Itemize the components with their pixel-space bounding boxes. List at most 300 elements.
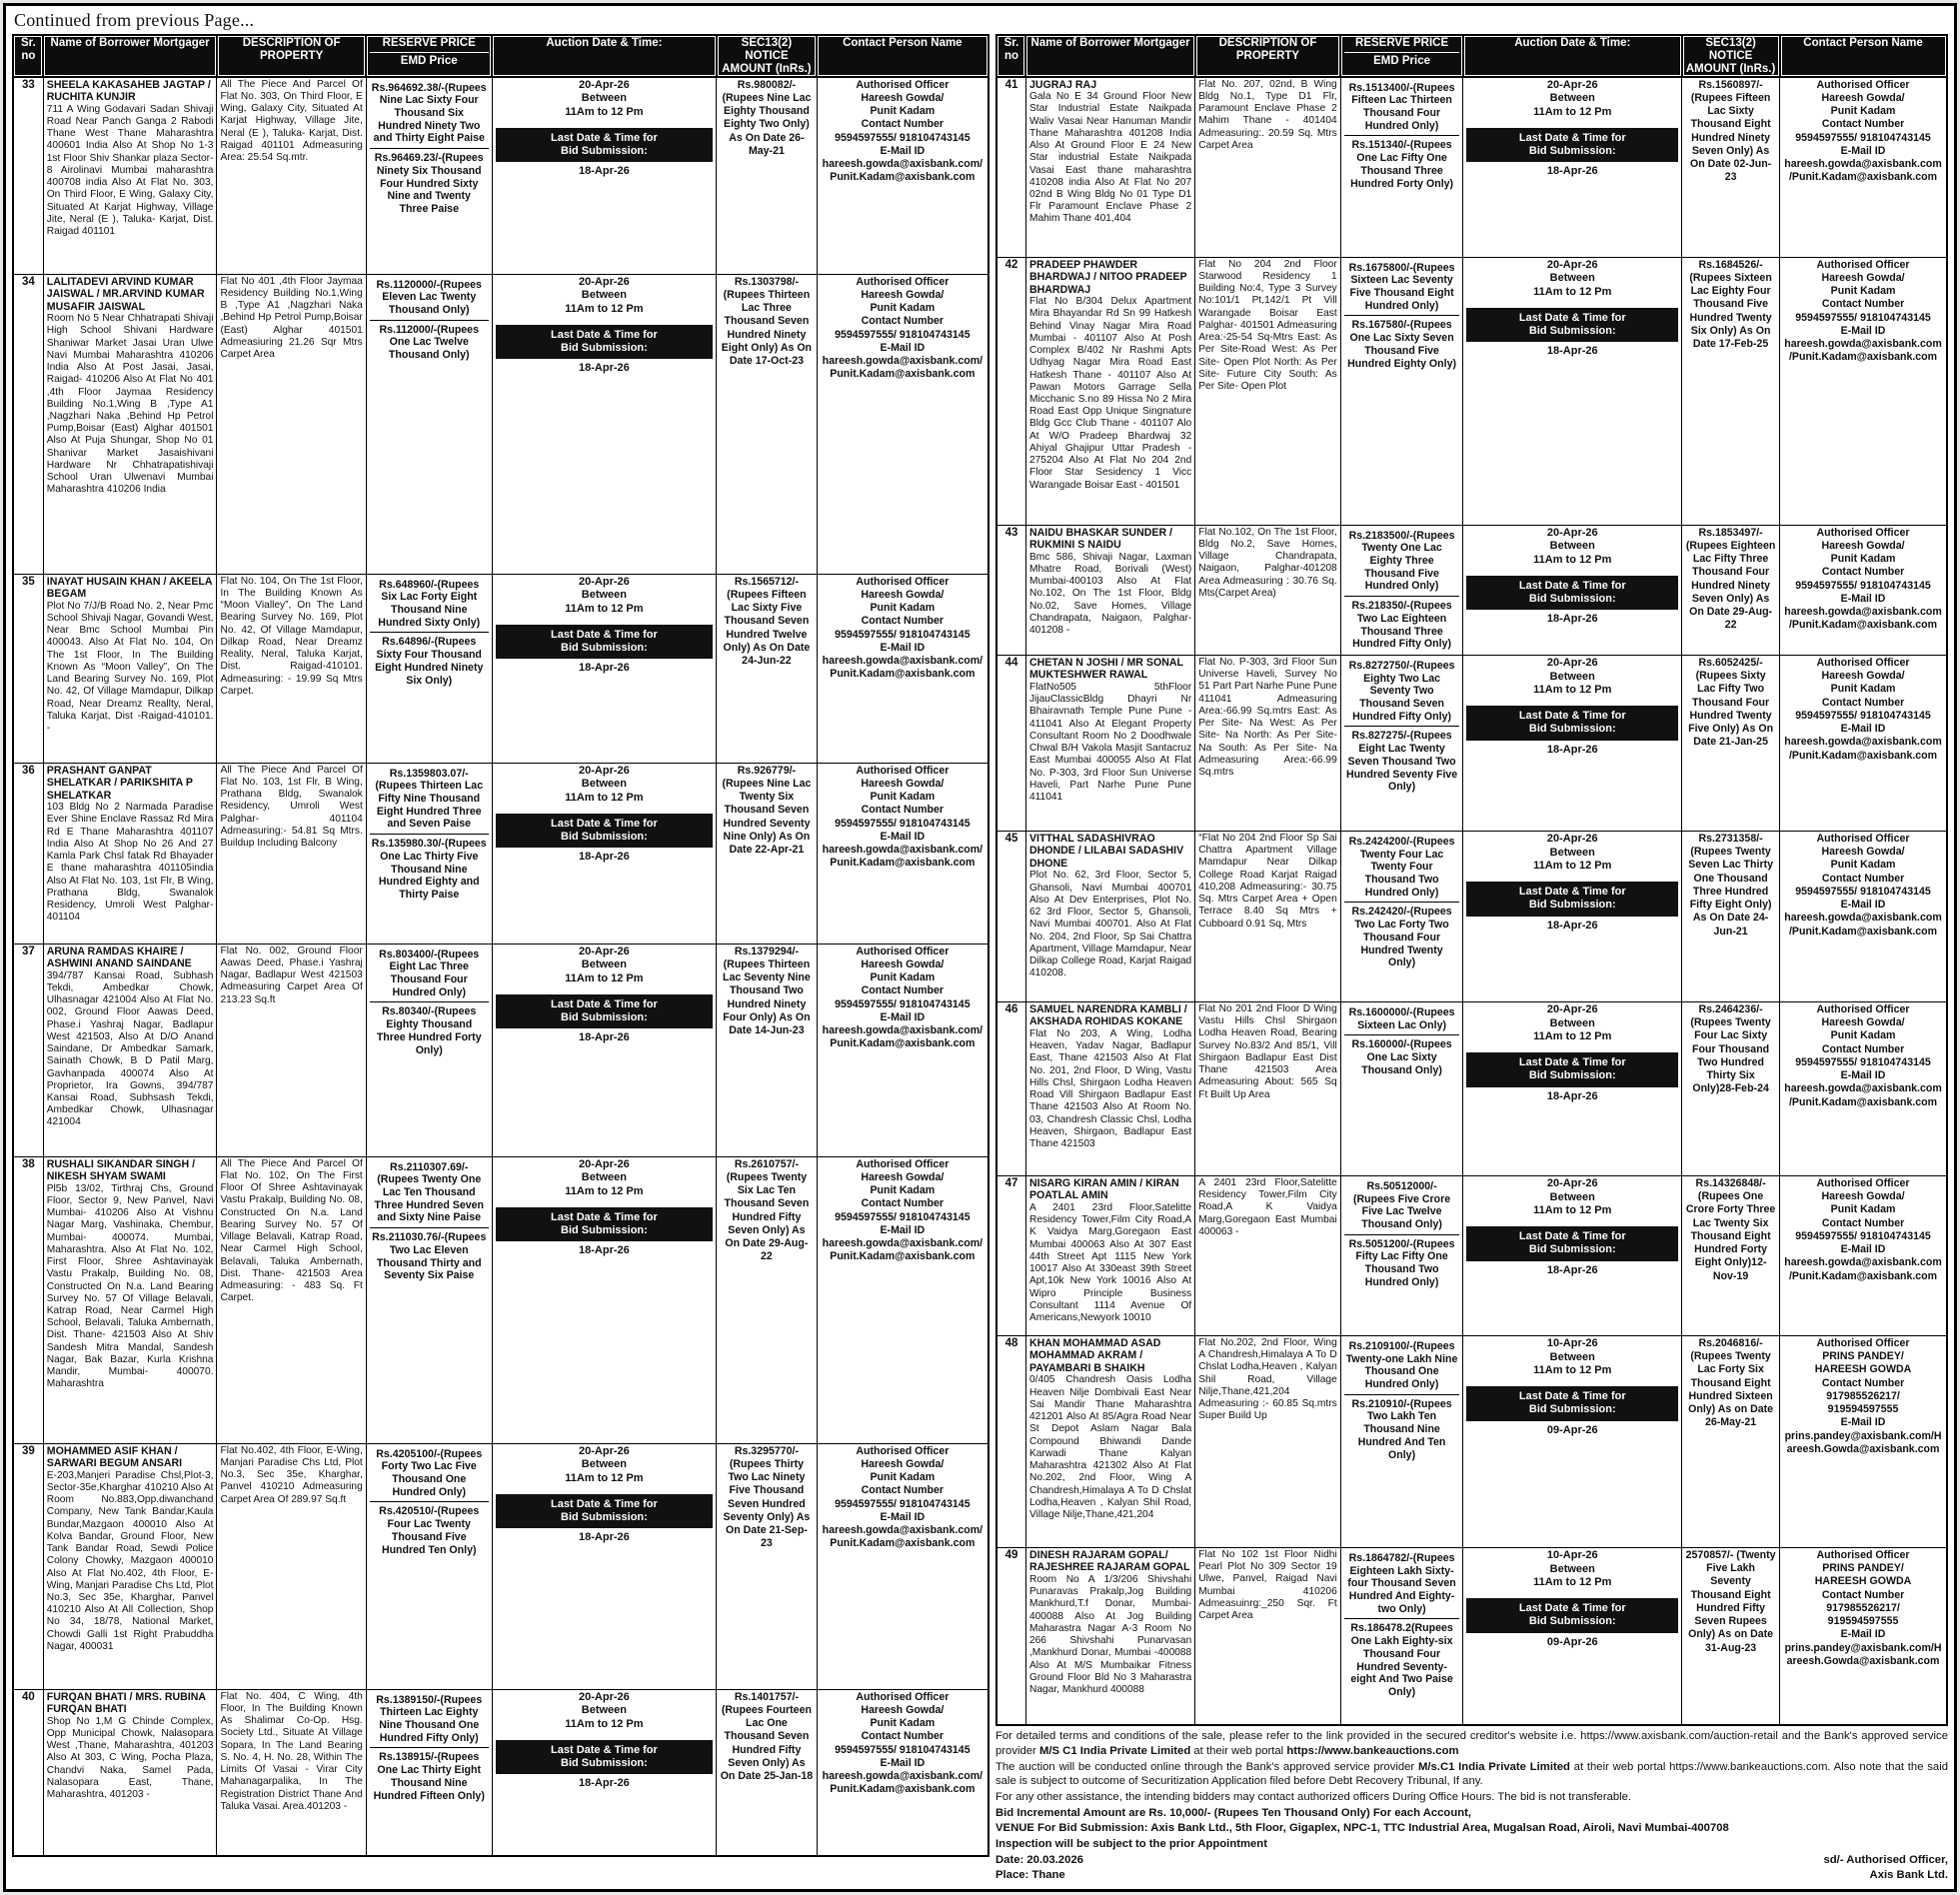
borrower-name: NAIDU BHASKAR SUNDER / RUKMINI S NAIDU <box>1028 526 1172 552</box>
bid-submission-box <box>1466 706 1678 740</box>
borrower-cell <box>43 944 217 1156</box>
header-description: DESCRIPTION OF PROPERTY <box>1195 35 1341 77</box>
auction-date: 20-Apr-26 <box>1546 832 1598 845</box>
borrower-name: INAYAT HUSAIN KHAN / AKEELA BEGAM <box>46 575 213 601</box>
notice-amount: Rs.6052425/- (Rupees Sixty Lac Fifty Two Thousand Four Hundred Twenty Five Only) As On Date 21-Jan-25 <box>1682 655 1780 831</box>
signature-block <box>1824 1853 1949 1884</box>
reserve-emd-cell <box>366 1156 492 1443</box>
auction-date: 20-Apr-26 <box>579 275 630 288</box>
contact-person: Authorised Officer Hareesh Gowda/ Punit Kadam Contact Number 9594597555/ 918104743145 E-Mail ID hareesh.gowda@axisbank.com/Punit.Kadam@axisbank.com <box>817 274 988 574</box>
header-auction: Auction Date & Time: <box>1463 35 1682 77</box>
bid-submission-label: Last Date & Time for Bid Submission: <box>1518 131 1626 158</box>
auction-between: Between <box>581 778 628 791</box>
auction-cell <box>492 944 716 1156</box>
reserve-emd-cell <box>366 763 492 944</box>
bid-submission-box <box>496 325 713 359</box>
auction-cell <box>492 763 716 944</box>
bid-date: 18-Apr-26 <box>1546 1089 1598 1102</box>
bid-submission-box <box>1466 1598 1678 1632</box>
bid-submission-box <box>1466 576 1678 610</box>
reserve-emd-cell <box>1340 1175 1463 1335</box>
reserve-emd-cell <box>366 274 492 574</box>
continued-note: Continued from previous Page... <box>14 10 255 30</box>
sr-no: 37 <box>13 944 43 1156</box>
bid-submission-box <box>496 1740 713 1774</box>
bid-date: 18-Apr-26 <box>1546 613 1598 626</box>
contact-person: Authorised Officer Hareesh Gowda/ Punit Kadam Contact Number 9594597555/ 918104743145 E-Mail ID hareesh.gowda@axisbank.com/Punit.Kadam@axisbank.com <box>1780 1001 1947 1175</box>
reserve-emd-cell <box>1340 1001 1463 1175</box>
reserve-emd-cell <box>1340 257 1463 525</box>
contact-person: Authorised Officer Hareesh Gowda/ Punit Kadam Contact Number 9594597555/ 918104743145 E-Mail ID hareesh.gowda@axisbank.com/Punit.Kadam@axisbank.com <box>1780 257 1947 525</box>
table-row <box>996 1547 1947 1725</box>
sr-no: 47 <box>996 1175 1025 1335</box>
borrower-cell <box>1025 1335 1194 1547</box>
footer-line: Bid Incremental Amount are Rs. 10,000/- (Rupees Ten Thousand Only) For each Account, <box>995 1806 1472 1819</box>
auction-date: 20-Apr-26 <box>579 764 630 777</box>
header-sr: Sr. no <box>13 35 43 77</box>
borrower-name: ARUNA RAMDAS KHAIRE / ASHWINI ANAND SAINDANE <box>46 945 192 970</box>
notice-amount: Rs.2610757/- (Rupees Twenty Six Lac Ten Thousand Seven Hundred Fifty Seven Only) As On Date 29-Aug-22 <box>717 1156 818 1443</box>
property-description: Flat No. 104, On The 1st Floor, In The Building Known As “Moon Vialley”, On The Land Bearing Survey No. 169, Plot No. 42, Of Village Mamdapur, Dilkap Road, Near Dreamz Reality, Neral, Taluka Karjat, Dist. Raigad-410101. Admeasuring: - 19.99 Sq Mtrs Carpet. <box>217 574 366 763</box>
auction-table-left <box>12 34 989 1857</box>
footer-line: For detailed terms and conditions of the sale, please refer to the link provided in the secured creditor's website i.e. https://www.axisbank.com/auction-retail and the Bank's approved service provider M/S C1 India Private Limited at their web portal https://www.bankeauctions.com <box>995 1730 1948 1758</box>
auction-time: 11Am to 12 Pm <box>565 1185 644 1198</box>
sr-no: 41 <box>996 77 1025 257</box>
borrower-name: PRASHANT GANPAT SHELATKAR / PARIKSHITA P SHELATKAR <box>46 764 193 802</box>
reserve-price: Rs.50512000/-(Rupees Five Crore Five Lac Twelve Thousand Only) <box>1353 1179 1451 1231</box>
property-description: Flat No. P-303, 3rd Floor Sun Universe Haveli, Survey No 51 Part Part Narhe Pune Pune 411041 Admeasuring Area:-66.99 Sq.mtrs East: As Per Site- Na West: As Per Site- Na North: As Per Site- Na South: As Per Site- Na Admeasuring Area:-66.99 Sq.mtrs <box>1195 655 1341 831</box>
reserve-price: Rs.8272750/-(Rupees Eighty Two Lac Seventy Two Thousand Seven Hundred Fifty Only) <box>1348 659 1455 723</box>
footer-line: For any other assistance, the intending bidders may contact authorized officers During Office Hours. The bid is not transferable. <box>995 1791 1632 1804</box>
bid-submission-label: Last Date & Time for Bid Submission: <box>551 1497 658 1524</box>
bid-submission-label: Last Date & Time for Bid Submission: <box>1518 1390 1626 1416</box>
property-description: Flat No. 207, 02nd, B Wing Bldg No.1, Type D1 Flr, Paramount Enclave Phase 2 Mahim Thane - 401404 Admeasuring:. 20.59 Sq. Mtrs Carpet Area <box>1195 77 1341 257</box>
auction-between: Between <box>581 958 628 971</box>
bid-date: 18-Apr-26 <box>1546 1263 1598 1276</box>
header-sr: Sr. no <box>996 35 1025 77</box>
auction-notice-page <box>3 3 1957 1892</box>
property-description: All The Piece And Parcel Of Flat No. 303, On Third Floor, E Wing, Galaxy City, Situated At Karjat Highway, Village Jite, Neral (E ), Taluka- Karjat, Dist. Raigad 401101 Admeasuring Area: 25.54 Sq.mtr. <box>217 77 366 274</box>
emd-price: Rs.135980.30/-(Rupees One Lac Thirty Five Thousand Nine Hundred Eighty and Thirty Paise <box>370 834 489 905</box>
borrower-address: Pl5b 13/02, Tirthraj Chs, Ground Floor, Sector 9, New Panvel, Navi Mumbai- 410206 Also At Vishnu Nagar Marg, Vashinaka, Chembur, Mumbai- 400074. Mumbai, Maharashtra. Also At Flat No. 102, First Floor, Shree Ashtavinayak Vastu Prakalp, Building No. 08, Constructed On N.a. Land Bearing Survey No. 57 Of Village Belavali, Katrap Road, Near Carmel High School, Belavali, Taluka Ambernath, Dist. Thane- 421503 Also At Shiv Sandesh Mitra Mandal, Sandesh Nagar, Bak Bazar, Kurla Krishna Mandir, Mumbai- 400070. Maharashtra <box>46 1182 214 1390</box>
auction-between: Between <box>581 589 628 602</box>
borrower-name: MOHAMMED ASIF KHAN / SARWARI BEGUM ANSARI <box>46 1444 183 1470</box>
bid-submission-label: Last Date & Time for Bid Submission: <box>551 817 658 844</box>
notice-amount: Rs.1560897/- (Rupees Fifteen Lac Sixty Thousand Eight Hundred Ninety Seven Only) As On Date 02-Jun-23 <box>1682 77 1780 257</box>
borrower-address: FlatNo505 5thFloor JijauClassicBldg Dhayri Nr Bhairavnath Temple Pune Pune - 411041 Also At Elegant Property Consultant Room No 2 Doodhwale Chwal B/H Vakola Masjit Santacruz East Mumbai 400055 Also At Flat No. P-303, 3rd Floor Sun Universe Haveli, Part Narhe Pune Pune 411041 <box>1028 681 1192 804</box>
bid-date: 18-Apr-26 <box>579 662 630 675</box>
emd-price: Rs.64896/-(Rupees Sixty Four Thousand Eight Hundred Ninety Six Only) <box>370 632 489 690</box>
borrower-name: SHEELA KAKASAHEB JAGTAP / RUCHITA KUNJIR <box>46 78 211 104</box>
bid-submission-box <box>1466 128 1678 162</box>
borrower-address: 103 Bldg No 2 Narmada Paradise Ever Shine Enclave Rassaz Rd Mira Rd E Thane Maharashtra 401107 India Also At Shop No 26 And 27 Kamla Park Chsl fatak Rd Bhayader E thane maharashtra 401105india Also At Flat No. 103, 1st Flr, B Wing, Prathana Bldg, Swanalok Residency, Umroli West Palghar- 401104 <box>46 802 214 924</box>
notice-date: Date: 20.03.2026 <box>995 1853 1083 1866</box>
borrower-cell <box>1025 257 1194 525</box>
auction-cell <box>1463 1175 1682 1335</box>
signature-row <box>995 1853 1948 1884</box>
notice-amount: Rs.2731358/- (Rupees Twenty Seven Lac Thirty One Thousand Three Hundred Fifty Eight Only) As On Date 24-Jun-21 <box>1682 831 1780 1001</box>
sr-no: 40 <box>13 1689 43 1856</box>
footer-line: The auction will be conducted online through the Bank's approved service provider M/s.C1 India Private Limited at their web portal https://www.bankeauctions.com. Also note that the said sale is subject to outcome of Securitization Application filed before Debt Recovery Tribunal, If any. <box>995 1760 1948 1788</box>
reserve-emd-cell <box>1340 1335 1463 1547</box>
property-description: Flat No 401 ,4th Floor Jaymaa Residency Building No.1,Wing B ,Type A1 ,Nagzhari Naka ,Behind Hp Petrol Pump,Boisar (East) Alghar 401501 Admeasiuring 21.26 Sqr Mtrs Carpet Area <box>217 274 366 574</box>
auction-date: 20-Apr-26 <box>579 575 630 588</box>
right-column <box>995 34 1948 1883</box>
borrower-name: FURQAN BHATI / MRS. RUBINA FURQAN BHATI <box>46 1690 206 1716</box>
property-description: Flat No. 002, Ground Floor Aawas Deed, Phase.i Yashraj Nagar, Badlapur West 421503 Admeasuring Carpet Area Of 213.23 Sq.ft <box>217 944 366 1156</box>
sr-no: 49 <box>996 1547 1025 1725</box>
notice-amount: Rs.2464236/- (Rupees Twenty Four Lac Sixty Four Thousand Two Hundred Thirty Six Only)28-Feb-24 <box>1682 1001 1780 1175</box>
auction-date: 20-Apr-26 <box>1546 1002 1598 1015</box>
property-description: Flat No.402, 4th Floor, E-Wing, Manjari Paradise Chs Ltd, Plot No.3, Sec 35e, Kharghar, Panvel 410210 Admeasuring Carpet Area Of 289.97 Sq.ft <box>217 1443 366 1689</box>
auction-between: Between <box>1549 1190 1595 1203</box>
sr-no: 39 <box>13 1443 43 1689</box>
notice-amount: Rs.3295770/- (Rupees Thirty Two Lac Ninety Five Thousand Seven Hundred Seventy Only) As On Date 21-Sep-23 <box>717 1443 818 1689</box>
auction-time: 11Am to 12 Pm <box>1533 860 1612 873</box>
bid-date: 18-Apr-26 <box>1546 743 1598 756</box>
header-auction: Auction Date & Time: <box>492 35 716 77</box>
header-notice: SEC13(2) NOTICE AMOUNT (InRs.) <box>717 35 818 77</box>
borrower-address: 711 A Wing Godavari Sadan Shivaji Road Near Panch Ganga 2 Rabodi Thane West Thane Maharashtra 400601 India Also At Shop No 1-3 1st Floor Shiv Shankar plaza Sector-8 Airolinavi Mumbai maharashtra 400708 india Also At Flat No. 303, On Third Floor, E Wing, Galaxy City, Situated At Karjat Highway, Village Jite, Neral (E ), Taluka- Karjat, Dist. Raigad 401101 <box>46 103 214 237</box>
contact-person: Authorised Officer Hareesh Gowda/ Punit Kadam Contact Number 9594597555/ 918104743145 E-Mail ID hareesh.gowda@axisbank.com/Punit.Kadam@axisbank.com <box>817 1443 988 1689</box>
notice-amount: Rs.1565712/- (Rupees Fifteen Lac Sixty Five Thousand Seven Hundred Twelve Only) As On Date 24-Jun-22 <box>717 574 818 763</box>
sr-no: 38 <box>13 1156 43 1443</box>
bid-date: 18-Apr-26 <box>579 1244 630 1257</box>
reserve-price: Rs.2424200/-(Rupees Twenty Four Lac Twenty Four Thousand Two Hundred Only) <box>1348 835 1455 899</box>
table-row <box>13 574 988 763</box>
notice-amount: Rs.1853497/- (Rupees Eighteen Lac Fifty Three Thousand Four Hundred Ninety Seven Only) As On Date 29-Aug-22 <box>1682 525 1780 655</box>
bid-submission-label: Last Date & Time for Bid Submission: <box>551 131 658 158</box>
auction-date: 10-Apr-26 <box>1546 1336 1598 1349</box>
sr-no: 46 <box>996 1001 1025 1175</box>
reserve-emd-cell <box>366 77 492 274</box>
property-description: “Flat No 204 2nd Floor Sp Sai Chattra Apartment Village Mamdapur Near Dilkap College Road Karjat Raigad 410,208 Admeasuring:- 30.75 Sq. Mtrs Carpet Area + Open Terrace 8.40 Sq Mtrs + Cubboard 0.91 Sq, Mtrs <box>1195 831 1341 1001</box>
emd-price: Rs.112000/-(Rupees One Lac Twelve Thousand Only) <box>370 320 489 365</box>
reserve-price: Rs.1864782/-(Rupees Eighteen Lakh Sixty-four Thousand Seven Hundred And Eighty-two Only) <box>1347 1551 1456 1615</box>
auction-between: Between <box>1549 1350 1595 1363</box>
header-reserve-emd <box>1340 35 1463 77</box>
reserve-emd-cell <box>1340 655 1463 831</box>
header-emd: EMD Price <box>1344 52 1460 68</box>
footer-line: VENUE For Bid Submission: Axis Bank Ltd., 5th Floor, Gigaplex, NPC-1, TTC Industrial Area, Mugalsan Road, Airoli, Navi Mumbai-400708 <box>995 1822 1729 1835</box>
emd-price: Rs.420510/-(Rupees Four Lac Twenty Thousand Five Hundred Ten Only) <box>370 1501 489 1559</box>
contact-person: Authorised Officer Hareesh Gowda/ Punit Kadam Contact Number 9594597555/ 918104743145 E-Mail ID hareesh.gowda@axisbank.com/Punit.Kadam@axisbank.com <box>1780 1175 1947 1335</box>
notice-amount: Rs.14326848/- (Rupees One Crore Forty Three Lac Twenty Six Thousand Eight Hundred Forty Eight Only)12-Nov-19 <box>1682 1175 1780 1335</box>
auction-between: Between <box>1549 272 1595 285</box>
borrower-name: VITTHAL SADASHIVRAO DHONDE / LILABAI SADASHIV DHONE <box>1028 832 1184 870</box>
contact-person: Authorised Officer Hareesh Gowda/ Punit Kadam Contact Number 9594597555/ 918104743145 E-Mail ID hareesh.gowda@axisbank.com/Punit.Kadam@axisbank.com <box>1780 831 1947 1001</box>
auction-between: Between <box>581 289 628 302</box>
bid-submission-box <box>1466 308 1678 342</box>
bid-submission-label: Last Date & Time for Bid Submission: <box>1518 311 1626 338</box>
auction-cell <box>1463 831 1682 1001</box>
reserve-price: Rs.803400/-(Rupees Eight Lac Three Thousand Four Hundred Only) <box>379 948 480 998</box>
header-reserve: RESERVE PRICE <box>382 37 476 49</box>
reserve-price: Rs.1359803.07/-(Rupees Thirteen Lac Fifty Nine Thousand Eight Hundred Three and Seven Paise <box>375 767 484 831</box>
bid-submission-box <box>1466 1386 1678 1420</box>
reserve-emd-cell <box>366 944 492 1156</box>
bid-submission-label: Last Date & Time for Bid Submission: <box>1518 1230 1626 1256</box>
reserve-price: Rs.1513400/-(Rupees Fifteen Lac Thirteen Thousand Four Hundred Only) <box>1348 81 1455 132</box>
header-notice: SEC13(2) NOTICE AMOUNT (InRs.) <box>1682 35 1780 77</box>
borrower-name: RUSHALI SIKANDAR SINGH / NIKESH SHYAM SWAMI <box>46 1157 196 1183</box>
bid-date: 18-Apr-26 <box>579 1531 630 1544</box>
emd-price: Rs.151340/-(Rupees One Lac Fifty One Thousand Three Hundred Forty Only) <box>1344 135 1460 193</box>
bid-date: 18-Apr-26 <box>1546 345 1598 358</box>
reserve-price: Rs.964692.38/-(Rupees Nine Lac Sixty Four Thousand Six Hundred Ninety Two and Thirty Eight Paise <box>371 81 487 145</box>
emd-price: Rs.211030.76/-(Rupees Two Lac Eleven Thousand Thirty and Seventy Six Paise <box>370 1227 489 1285</box>
sr-no: 48 <box>996 1335 1025 1547</box>
auction-between: Between <box>1549 92 1595 105</box>
reserve-emd-cell <box>1340 525 1463 655</box>
bid-submission-label: Last Date & Time for Bid Submission: <box>1518 710 1626 736</box>
property-description: Flat No 201 2nd Floor D Wing Vastu Hills Chsl Shirgaon Lodha Heaven Road, Bearing Survey No.83/2 And 85/1, Vill Shirgaon Badlapur East Dist Thane 421503 Area Admeasuring About: 565 Sq Ft Built Up Area <box>1195 1001 1341 1175</box>
property-description: Flat No 102 1st Floor Nidhi Pearl Plot No 309 Sector 19 Ulwe, Panvel, Raigad Navi Mumbai 410206 Admeasuinrg:_250 Sqr. Ft Carpet Area <box>1195 1547 1341 1725</box>
table-row <box>13 944 988 1156</box>
auction-between: Between <box>1549 1016 1595 1029</box>
auction-between: Between <box>581 92 628 105</box>
borrower-name: JUGRAJ RAJ <box>1028 78 1097 91</box>
bid-submission-box <box>1466 1052 1678 1086</box>
header-name: Name of Borrower Mortgager <box>43 35 217 77</box>
reserve-price: Rs.1120000/-(Rupees Eleven Lac Twenty Thousand Only) <box>376 278 482 317</box>
auction-cell <box>492 574 716 763</box>
auction-time: 11Am to 12 Pm <box>1533 554 1612 567</box>
notice-amount: Rs.2046816/- (Rupees Twenty Lac Forty Six Thousand Eight Hundred Sixteen Only) As on Date 26-May-21 <box>1682 1335 1780 1547</box>
bid-submission-label: Last Date & Time for Bid Submission: <box>551 628 658 655</box>
signature-bank: Axis Bank Ltd. <box>1869 1869 1948 1882</box>
auction-cell <box>492 274 716 574</box>
borrower-address: E-203,Manjeri Paradise Chsl,Plot-3, Sector-35e,Kharghar 410210 Also At Room No.883,Opp.diwanchand Company, New Tank Bandar,Kaula Bundar,Mazgaon 400010 Also At Kolva Bandar, Ground Floor, New Tank Bandar Road, Sewdi Police Colony Chowky, Mazgaon 400010 Also At Flat No.402, 4th Floor, E-Wing, Manjari Paradise Chs Ltd, Plot No.3, Sec 35e, Kharghar, Panvel 410210 Also At All Collection, Shop No 34, 18/78, National Market, Chowdi Galli 1st Right Prabuddha Nagar, 400031 <box>46 1469 214 1652</box>
table-row <box>996 1001 1947 1175</box>
borrower-name: SAMUEL NARENDRA KAMBLI / AKSHADA ROHIDAS KOKANE <box>1028 1002 1187 1028</box>
borrower-address: Gala No E 34 Ground Floor New Star Industrial Estate Naikpada Waliv Vasai Near Hanuman Mandir Thane Maharashtra 401208 India Also At Ground Floor E 24 New Star industrial Estate Naikpada Vasai East thane maharashtra 410208 india Also At Flat No 207 02nd B Wing Bldg No 01 Type D1 Flr Paramount Enclave Phase 2 Mahim Thane 401,404 <box>1028 91 1192 225</box>
property-description: A 2401 23rd Floor,Satelitte Residency Tower,Film City Road,A K Vaidya Marg,Goregaon East Mumbai 400063 - <box>1195 1175 1341 1335</box>
contact-person: Authorised Officer Hareesh Gowda/ Punit Kadam Contact Number 9594597555/ 918104743145 E-Mail ID hareesh.gowda@axisbank.com/Punit.Kadam@axisbank.com <box>817 944 988 1156</box>
auction-date: 10-Apr-26 <box>1546 1548 1598 1561</box>
sr-no: 42 <box>996 257 1025 525</box>
table-header <box>13 35 988 77</box>
borrower-address: Flat No B/304 Delux Apartment Mira Bhayandar Rd Sn 99 Hatkesh Behind Vinay Nagar Mira Road Mumbai - 401107 Also At Posh Complex B/402 Nr Rashmi Apts Udhyag Nagar Mira Road East Hatkesh Thane - 401107 Also At Pawan Motors Garrage Sella Micchanic S.no 89 Hissa No 2 Mira Road East Opp Unique Singnature Bldg Gcc Club Thane - 401107 Alo At W/O Pradeep Bhardwaj 32 Ahiyal Ghajipur Uttar Pradesh - 275204 Also At Flat No 204 2nd Floor Star Sesidency 1 Vicc Warangade Boisar East - 401501 <box>1028 296 1192 491</box>
property-description: Flat No. 404, C Wing, 4th Floor, In The Building Known As Shalimar Co-Op. Hsg. Society Ltd., Situate At Village Sopara, In The Land Bearing S. No. 4, H. No. 28, Within The Limits Of Vasai - Virar City Mahanagarpalika, In The Registration District Thane And Taluka Vasai. Area.401203 - <box>217 1689 366 1856</box>
auction-date: 20-Apr-26 <box>1546 1176 1598 1189</box>
auction-between: Between <box>581 1704 628 1717</box>
notice-amount: Rs.1303798/- (Rupees Thirteen Lac Three Thousand Seven Hundred Ninety Eight Only) As On Date 17-Oct-23 <box>717 274 818 574</box>
contact-person: Authorised Officer Hareesh Gowda/ Punit Kadam Contact Number 9594597555/ 918104743145 E-Mail ID hareesh.gowda@axisbank.com/Punit.Kadam@axisbank.com <box>817 574 988 763</box>
auction-time: 11Am to 12 Pm <box>1533 286 1612 299</box>
bid-date: 18-Apr-26 <box>579 362 630 375</box>
borrower-cell <box>1025 1175 1194 1335</box>
bid-submission-label: Last Date & Time for Bid Submission: <box>551 1210 658 1237</box>
borrower-cell <box>43 77 217 274</box>
bid-submission-label: Last Date & Time for Bid Submission: <box>551 328 658 355</box>
reserve-price: Rs.2110307.69/-(Rupees Twenty One Lac Ten Thousand Three Hundred Seven and Sixty Nine Paise <box>374 1160 484 1224</box>
contact-person: Authorised Officer Hareesh Gowda/ Punit Kadam Contact Number 9594597555/ 918104743145 E-Mail ID hareesh.gowda@axisbank.com/Punit.Kadam@axisbank.com <box>817 77 988 274</box>
reserve-price: Rs.2183500/-(Rupees Twenty One Lac Eighty Three Thousand Five Hundred Only) <box>1348 529 1455 593</box>
contact-person: Authorised Officer Hareesh Gowda/ Punit Kadam Contact Number 9594597555/ 918104743145 E-Mail ID hareesh.gowda@axisbank.com/Punit.Kadam@axisbank.com <box>817 763 988 944</box>
table-row <box>996 1335 1947 1547</box>
emd-price: Rs.242420/-(Rupees Two Lac Forty Two Thousand Four Hundred Twenty Only) <box>1344 902 1460 972</box>
table-row <box>996 1175 1947 1335</box>
reserve-price: Rs.1600000/-(Rupees Sixteen Lac Only) <box>1348 1005 1455 1031</box>
contact-person: Authorised Officer Hareesh Gowda/ Punit Kadam Contact Number 9594597555/ 918104743145 E-Mail ID hareesh.gowda@axisbank.com/Punit.Kadam@axisbank.com <box>1780 655 1947 831</box>
auction-time: 11Am to 12 Pm <box>565 106 644 119</box>
table-row <box>13 77 988 274</box>
notice-amount: Rs.1401757/- (Rupees Fourteen Lac One Thousand Seven Hundred Fifty Seven Only) As On Date 25-Jan-18 <box>717 1689 818 1856</box>
header-reserve-emd <box>366 35 492 77</box>
borrower-address: Bmc 586, Shivaji Nagar, Laxman Mhatre Road, Borivali (West) Mumbai-400103 Also At Flat No.102, On The 1st Floor, Bldg No.02, Save Homes, Village Chandrapata, Naigaon, Palghar-401208 - <box>1028 551 1192 637</box>
emd-price: Rs.138915/-(Rupees One Lac Thirty Eight Thousand Nine Hundred Fifteen Only) <box>370 1747 489 1805</box>
bid-submission-box <box>496 1207 713 1241</box>
auction-time: 11Am to 12 Pm <box>1533 684 1612 697</box>
sr-no: 35 <box>13 574 43 763</box>
auction-time: 11Am to 12 Pm <box>1533 1030 1612 1043</box>
borrower-address: Room No 5 Near Chhatrapati Shivaji High School Shivani Hardware Shaniwar Market Jasai Uran Ulwe Navi Mumbai Maharashtra 410206 India Also At Post Jasai, Jasai, Raigad- 410206 Also At Flat No 401 ,4th Floor Jaymaa Residency Building No.1,Wing B ,Type A1 ,Nagzhari Naka ,Behind Hp Petrol Pump,Boisar (East) Alghar 401501 Also At Puja Shungar, Shop No 01 Shanivar Market Jasaishivani Hardware Nr Chhatrapatishivaji School Uran Ulwenavi Mumbai Maharashtra 410206 India <box>46 313 214 496</box>
table-row <box>996 655 1947 831</box>
date-place-block <box>995 1853 1083 1884</box>
reserve-price: Rs.1389150/-(Rupees Thirteen Lac Eighty Nine Thousand One Hundred Fifty Only) <box>376 1693 483 1744</box>
emd-price: Rs.5051200/-(Rupees Fifty Lac Fifty One Thousand Two Hundred Only) <box>1344 1234 1460 1292</box>
auction-cell <box>1463 77 1682 257</box>
auction-between: Between <box>581 1458 628 1471</box>
notice-amount: Rs.1379294/- (Rupees Thirteen Lac Seventy Nine Thousand Two Hundred Ninety Four Only) As On Date 14-Jun-23 <box>717 944 818 1156</box>
sr-no: 34 <box>13 274 43 574</box>
auction-cell <box>492 1443 716 1689</box>
auction-time: 11Am to 12 Pm <box>565 1718 644 1731</box>
notice-amount: 2570857/- (Twenty Five Lakh Seventy Thousand Eight Hundred Fifty Seven Rupees Only) As on Date 31-Aug-23 <box>1682 1547 1780 1725</box>
reserve-price: Rs.4205100/-(Rupees Forty Two Lac Five Thousand One Hundred Only) <box>376 1447 483 1498</box>
header-contact: Contact Person Name <box>1780 35 1947 77</box>
emd-price: Rs.186478.2(Rupees One Lakh Eighty-six Thousand Four Hundred Seventy-eight And Two Paise Only) <box>1344 1618 1460 1701</box>
borrower-cell <box>43 1689 217 1856</box>
borrower-address: Plot No 7/J/B Road No. 2, Near Pmc School Shivaji Nagar, Govandi West, Near Bmc School Mumbai Pin 400043. Also At Flat No. 104, On The 1st Floor, In The Building Known As “Moon Valley”, On The Land Bearing Survey No. 169, Plot No. 42, Of Village Mamdapur, Dilkap Road, Near Dreamz Reallty, Neral, Taluka Karjat, Dist -Raigad-410101. - <box>46 600 214 734</box>
bid-submission-label: Last Date & Time for Bid Submission: <box>1518 1602 1626 1628</box>
auction-date: 20-Apr-26 <box>579 945 630 957</box>
auction-date: 20-Apr-26 <box>579 1157 630 1170</box>
auction-date: 20-Apr-26 <box>1546 258 1598 271</box>
notice-amount: Rs.926779/- (Rupees Nine Lac Twenty Six Thousand Seven Hundred Seventy Nine Only) As On Date 22-Apr-21 <box>717 763 818 944</box>
borrower-name: NISARG KIRAN AMIN / KIRAN POATLAL AMIN <box>1028 1176 1179 1202</box>
bid-submission-label: Last Date & Time for Bid Submission: <box>1518 1056 1626 1082</box>
borrower-cell <box>43 1156 217 1443</box>
property-description: Flat No.202, 2nd Floor, Wing A Chandresh,Himalaya A To D Chslat Lodha,Heaven , Kalyan Shil Road, Village Nilje,Thane,421,204 Admeasuring :- 60.85 Sq.mtrs Super Build Up <box>1195 1335 1341 1547</box>
footer-terms <box>995 1729 1948 1851</box>
borrower-cell <box>1025 831 1194 1001</box>
auction-cell <box>492 1156 716 1443</box>
reserve-price: Rs.1675800/-(Rupees Sixteen Lac Seventy Five Thousand Eight Hundred Only) <box>1348 261 1455 312</box>
property-description: All The Piece And Parcel Of Flat No. 102, On The First Floor Of Shree Ashtavinayak Vastu Prakalp, Building No. 08, Constructed On N.a. Land Bearing Survey No. 57 Of Village Belavali, Katrap Road, Near Carmel High School, Belavali, Taluka Ambernath, Dist. Thane- 421503 Area Admeasuring: - 483 Sq. Ft Carpet. <box>217 1156 366 1443</box>
emd-price: Rs.80340/-(Rupees Eighty Thousand Three Hundred Forty Only) <box>370 1001 489 1059</box>
reserve-price: Rs.2109100/-(Rupees Twenty-one Lakh Nine Thousand One Hundred Only) <box>1345 1339 1458 1391</box>
table-row <box>13 763 988 944</box>
borrower-address: A 2401 23rd Floor,Satelitte Residency Tower,Film City Road,A K Vaidya Marg,Goregaon East Mumbai 400063 Also At 307 East 44th Street Apt 1115 New York 10017 Also At 330east 39th Street Apt,10k New York 10016 Also At Wipro Principle Business Consultant 1114 Avenue Of Americans,Newyork 10010 <box>1028 1201 1192 1324</box>
auction-cell <box>492 1689 716 1856</box>
bid-date: 18-Apr-26 <box>579 1031 630 1044</box>
borrower-name: CHETAN N JOSHI / MR SONAL MUKTESHWER RAWAL <box>1028 656 1183 682</box>
auction-between: Between <box>581 1171 628 1184</box>
reserve-emd-cell <box>366 574 492 763</box>
bid-date: 18-Apr-26 <box>579 165 630 178</box>
table-row <box>996 525 1947 655</box>
sr-no: 33 <box>13 77 43 274</box>
borrower-cell <box>1025 1547 1194 1725</box>
sr-no: 45 <box>996 831 1025 1001</box>
reserve-emd-cell <box>1340 831 1463 1001</box>
bid-submission-label: Last Date & Time for Bid Submission: <box>551 1743 658 1770</box>
auction-table-right <box>995 34 1948 1726</box>
borrower-address: 394/787 Kansai Road, Subhash Tekdi, Ambedkar Chowk, Ulhasnagar 421004 Also At Flat No. 002, Ground Floor Aawas Deed, Phase.i Yashraj Nagar, Badlapur West 421503, Also At D/O Anand Saindane, Dr Ambedkar Samark, Sainath Chowk, B D Patil Marg, Gavhanpada 400074 Also At Proprietor, Ira Gowns, 394/787 Kansai Road, Subhsash Tekdi, Ambedkar Chowk, Ulhasnagar 421004 <box>46 969 214 1128</box>
auction-time: 11Am to 12 Pm <box>565 303 644 316</box>
auction-between: Between <box>1549 1562 1595 1575</box>
auction-time: 11Am to 12 Pm <box>1533 1364 1612 1377</box>
borrower-address: Plot No. 62, 3rd Floor, Sector 5, Ghansoli, Navi Mumbai 400701 Also At Dev Enterprises, Plot No. 62 3rd Floor, Sector 5, Ghansoli, Navi Mumbai 400701. Also At Flat No. 204, 2nd Floor, Sp Sai Chattra Apartment, Village Mamdapur, Near Dilkap College Road, Karjat Raigad 410208. <box>1028 870 1192 979</box>
auction-cell <box>1463 525 1682 655</box>
auction-cell <box>492 77 716 274</box>
borrower-name: DINESH RAJARAM GOPAL/ RAJESHREE RAJARAM GOPAL <box>1028 1548 1190 1574</box>
contact-person: Authorised Officer Hareesh Gowda/ Punit Kadam Contact Number 9594597555/ 918104743145 E-Mail ID hareesh.gowda@axisbank.com/Punit.Kadam@axisbank.com <box>1780 525 1947 655</box>
borrower-cell <box>1025 77 1194 257</box>
table-row <box>13 1689 988 1856</box>
table-row <box>13 274 988 574</box>
bid-date: 18-Apr-26 <box>1546 165 1598 178</box>
table-row <box>996 257 1947 525</box>
bid-submission-box <box>496 994 713 1028</box>
auction-time: 11Am to 12 Pm <box>565 972 644 985</box>
notice-amount: Rs.1684526/- (Rupees Sixteen Lac Eighty Four Thousand Five Hundred Twenty Six Only) As On Date 17-Feb-25 <box>1682 257 1780 525</box>
bid-date: 18-Apr-26 <box>579 1777 630 1790</box>
auction-time: 11Am to 12 Pm <box>1533 1204 1612 1217</box>
bid-date: 18-Apr-26 <box>579 851 630 864</box>
borrower-name: KHAN MOHAMMAD ASAD MOHAMMAD AKRAM / PAYAMBARI B SHAIKH <box>1028 1336 1161 1374</box>
bid-submission-box <box>496 625 713 659</box>
contact-person: Authorised Officer Hareesh Gowda/ Punit Kadam Contact Number 9594597555/ 918104743145 E-Mail ID hareesh.gowda@axisbank.com/Punit.Kadam@axisbank.com <box>817 1689 988 1856</box>
reserve-emd-cell <box>366 1443 492 1689</box>
emd-price: Rs.160000/-(Rupees One Lac Sixty Thousand Only) <box>1344 1034 1460 1079</box>
borrower-cell <box>1025 525 1194 655</box>
two-column-layout <box>12 34 1948 1883</box>
table-row <box>13 1443 988 1689</box>
sr-no: 43 <box>996 525 1025 655</box>
footer-notes <box>995 1729 1948 1883</box>
bid-date: 18-Apr-26 <box>1546 919 1598 932</box>
reserve-emd-cell <box>1340 77 1463 257</box>
reserve-emd-cell <box>366 1689 492 1856</box>
header-name: Name of Borrower Mortgager <box>1025 35 1194 77</box>
signature-officer: sd/- Authorised Officer, <box>1823 1853 1948 1866</box>
emd-price: Rs.827275/-(Rupees Eight Lac Twenty Seven Thousand Two Hundred Seventy Five Only) <box>1344 726 1460 797</box>
auction-cell <box>1463 257 1682 525</box>
table-header <box>996 35 1947 77</box>
emd-price: Rs.167580/-(Rupees One Lac Sixty Seven Thousand Five Hundred Eighty Only) <box>1344 315 1460 373</box>
auction-cell <box>1463 655 1682 831</box>
bid-submission-label: Last Date & Time for Bid Submission: <box>1518 579 1626 606</box>
sr-no: 36 <box>13 763 43 944</box>
borrower-cell <box>43 574 217 763</box>
auction-cell <box>1463 1001 1682 1175</box>
emd-price: Rs.96469.23/-(Rupees Ninety Six Thousand Four Hundred Sixty Nine and Twenty Three Paise <box>370 148 489 219</box>
bid-submission-box <box>496 128 713 162</box>
contact-person: Authorised Officer Hareesh Gowda/ Punit Kadam Contact Number 9594597555/ 918104743145 E-Mail ID hareesh.gowda@axisbank.com/Punit.Kadam@axisbank.com <box>817 1156 988 1443</box>
auction-between: Between <box>1549 670 1595 683</box>
property-description: All The Piece And Parcel Of Flat No. 103, 1st Flr, B Wing, Prathana Bldg, Swanalok Residency, Umroli West Palghar- 401104 Admeasuring:- 54.81 Sq Mtrs. Buildup Including Balcony <box>217 763 366 944</box>
auction-between: Between <box>1549 846 1595 859</box>
auction-date: 20-Apr-26 <box>579 1690 630 1703</box>
sr-no: 44 <box>996 655 1025 831</box>
auction-date: 20-Apr-26 <box>1546 526 1598 539</box>
bid-date: 09-Apr-26 <box>1546 1423 1598 1436</box>
borrower-address: Flat No 203, A Wing, Lodha Heaven, Yadav Nagar, Badlapur East, Thane 421503 Also At Flat No. 201, 2nd Floor, D Wing, Vastu Hills Chsl, Shirgaon Lodha Heaven Road Vill Shirgaon Badlapur East Thane 421503 Also At Room No. 03, Chandresh Classic Chsl, Lodha Heaven, Shirgaon, Badlapur East Thane 421503 <box>1028 1027 1192 1150</box>
bid-submission-label: Last Date & Time for Bid Submission: <box>1518 886 1626 912</box>
